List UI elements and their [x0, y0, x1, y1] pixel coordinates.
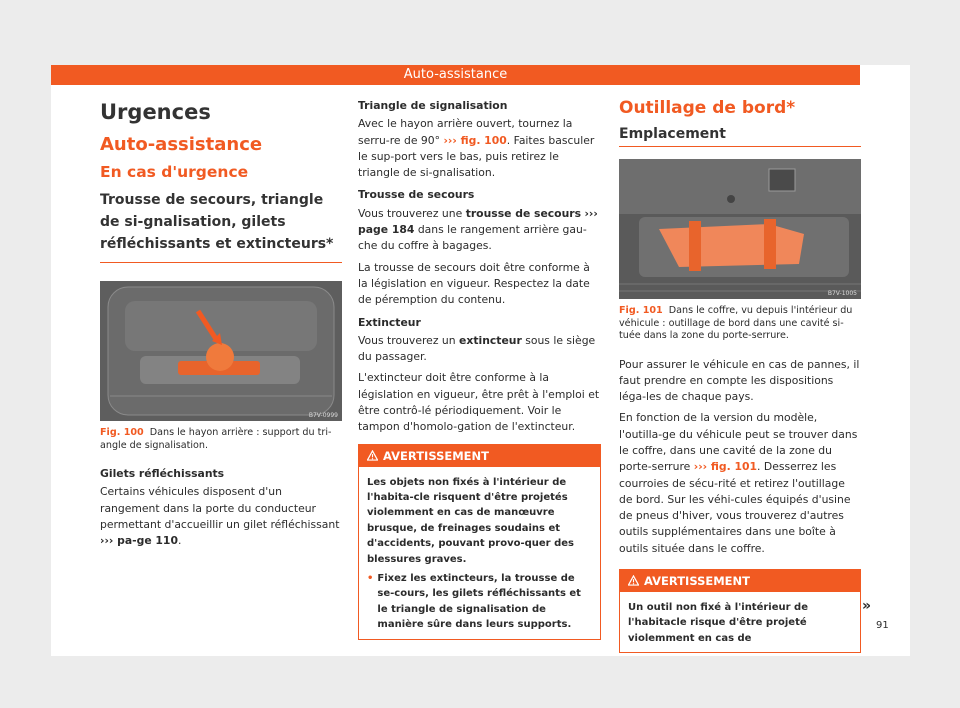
- extincteur-text: Vous trouverez un: [358, 333, 456, 347]
- extincteur-bold: extincteur: [459, 333, 522, 347]
- figure-caption-text: Dans le coffre, vu depuis l'intérieur du véhicule : outillage de bord dans une cavité si-tuée dans la zone du porte-serrure.: [619, 305, 853, 341]
- gilets-paragraph: [100, 484, 342, 549]
- extincteur-paragraph-2: L'extincteur doit être conforme à la législation en vigueur, être prêt à l'emploi et être contrô-lé périodiquement. Voir le tampon d'homolo-gation de l'extincteur.: [358, 371, 600, 434]
- warning-label: AVERTISSEMENT: [644, 574, 751, 589]
- section-header-band: Auto-assistance: [51, 65, 860, 85]
- figure-101-caption: [619, 305, 861, 343]
- emplacement-heading: Emplacement: [619, 126, 861, 147]
- section-title: Auto-assistance: [100, 134, 263, 155]
- triangle-support-illustration: [100, 281, 342, 421]
- chapter-title: Urgences: [100, 100, 211, 124]
- triangle-heading: Triangle de signalisation: [358, 99, 508, 112]
- warning-body: Un outil non fixé à l'intérieur de l'habitacle risque d'être projeté violemment en cas de: [628, 602, 808, 644]
- gilets-end: .: [177, 534, 182, 548]
- extincteur-text-end: sous le siège du passager.: [358, 333, 596, 364]
- outillage-text: En fonction de la version du modèle, l'outilla-ge du véhicule peut se trouver dans le coffre, dans une cavité de la zone du porte-serrure: [619, 411, 858, 474]
- warning-triangle-icon: [367, 450, 378, 461]
- trousse-text: Vous trouverez une: [358, 206, 463, 220]
- figure-code: B7V-0999: [308, 412, 338, 419]
- page-110-link[interactable]: ››› pa-ge 110: [100, 534, 178, 548]
- extincteur-paragraph: [358, 333, 601, 366]
- gilets-text: Certains véhicules disposent d'un rangement dans la porte du conducteur permettant d'accueillir un gilet réfléchissant: [100, 485, 340, 531]
- continue-arrow-icon: »: [862, 598, 872, 614]
- gilets-heading: Gilets réfléchissants: [100, 467, 225, 480]
- figure-100-caption: [100, 427, 342, 452]
- warning-body: [359, 467, 600, 639]
- extincteur-heading: Extincteur: [358, 315, 421, 329]
- trousse-text-end: dans le rangement arrière gau-che du coffre à bagages.: [358, 223, 587, 253]
- triangle-text-end: . Faites basculer le sup-port vers le bas, puis retirez le triangle de si-gnalisation.: [358, 133, 595, 180]
- outillage-text-end: . Desserrez les courroies de sécu-rité et retirez l'outillage de bord. Sur les véhi-cules équipés d'usine de pneus d'hiver, vous trouverez d'autres outils supplémentaires dans une boîte à outils située dans le coffre.: [619, 460, 851, 555]
- warning-header: [359, 445, 600, 467]
- warning-triangle-icon: [628, 575, 639, 586]
- fig-101-link[interactable]: ››› fig. 101: [693, 460, 758, 474]
- outillage-paragraph-1: Pour assurer le véhicule en cas de pannes, il faut prendre en compte les dispositions léga-les de chaque pays.: [619, 357, 860, 404]
- figure-code: B7V-1005: [827, 290, 857, 297]
- column-right: [619, 98, 861, 653]
- section-title-outillage: Outillage de bord*: [619, 98, 796, 118]
- warning-label: AVERTISSEMENT: [383, 448, 490, 463]
- figure-label: Fig. 100: [100, 427, 144, 438]
- warning-bullet-text: Fixez les extincteurs, la trousse de se-cours, les gilets réfléchissants et le triangle de signalisation de manière sûre dans leurs supports.: [377, 573, 581, 631]
- outillage-paragraph-2: [619, 410, 861, 557]
- figure-label: Fig. 101: [619, 305, 663, 316]
- figure-101-image: [619, 159, 861, 299]
- column-left: [100, 98, 342, 554]
- warning-header: [620, 570, 860, 592]
- trousse-paragraph-2: La trousse de secours doit être conforme à la législation en vigueur. Respectez la date de péremption du contenu.: [358, 260, 590, 307]
- warning-box-2: [619, 569, 861, 653]
- figure-100-image: [100, 281, 342, 421]
- warning-bullet: [367, 571, 592, 633]
- page-184-link[interactable]: ››› page 184: [358, 206, 598, 237]
- warning-box: [358, 444, 601, 640]
- bullet-dot-icon: •: [367, 573, 374, 585]
- triangle-paragraph: [358, 116, 601, 181]
- fig-100-link[interactable]: ››› fig. 100: [443, 133, 507, 147]
- page-number: 91: [876, 620, 889, 631]
- warning-text: Les objets non fixés à l'intérieur de l'habita-cle risquent d'être projetés violemment en cas de manœuvre brusque, de freinages soudains et d'accidents, pouvant provo-quer des blessures graves.: [367, 476, 574, 565]
- trousse-bold: trousse de secours: [465, 206, 582, 220]
- triangle-text: Avec le hayon arrière ouvert, tournez la serru-re de 90°: [358, 117, 573, 147]
- trousse-paragraph: [358, 206, 601, 255]
- figure-caption-text: Dans le hayon arrière : support du tri-angle de signalisation.: [100, 427, 332, 451]
- trousse-heading: Trousse de secours: [358, 188, 475, 202]
- column-middle: [358, 98, 601, 640]
- tool-kit-illustration: [619, 159, 861, 299]
- topic-heading: Trousse de secours, triangle de si-gnalisation, gilets réfléchissants et extincteurs*: [100, 189, 342, 263]
- subsection-title: En cas d'urgence: [100, 163, 249, 181]
